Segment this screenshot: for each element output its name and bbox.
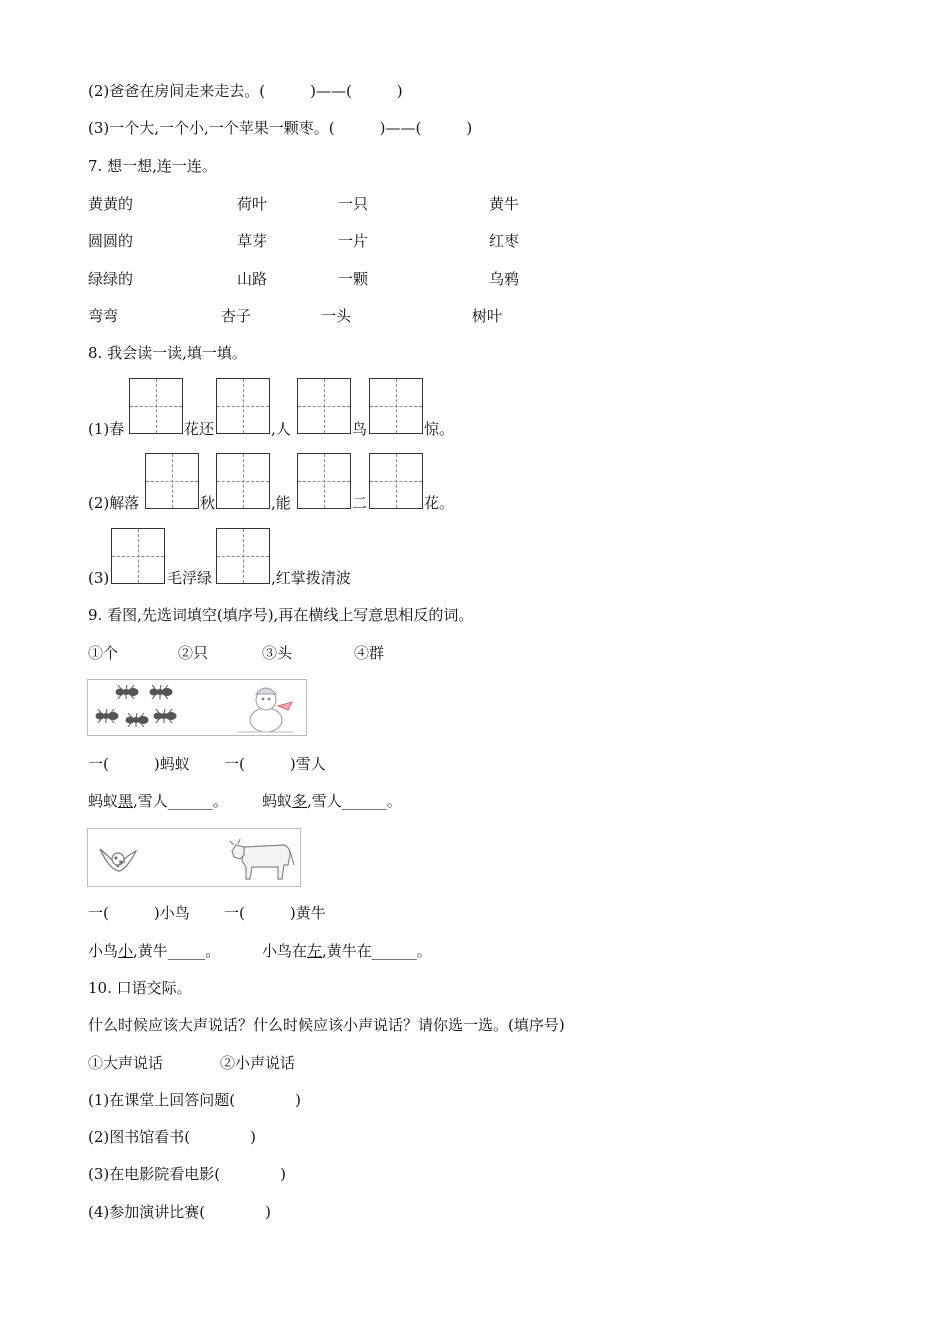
q10-item: (4)参加演讲比赛( ) — [88, 1203, 271, 1221]
q8-l2-text: 二 — [352, 494, 368, 512]
q7-word: 黄牛 — [489, 195, 520, 213]
q7-word: 黄黄的 — [88, 195, 134, 213]
bird-icon — [100, 849, 136, 871]
q10-option: ①大声说话 — [88, 1054, 164, 1072]
q8-l1-text: 鸟 — [352, 420, 368, 438]
q10-title: 10. 口语交际。 — [88, 979, 192, 997]
q6-item-3: (3)一个大,一个小,一个苹果一颗枣。( )——( ) — [88, 119, 473, 137]
q7-word: 乌鸦 — [489, 270, 520, 288]
q8-title: 8. 我会读一读,填一填。 — [88, 344, 247, 362]
q9-option: ①个 — [88, 644, 119, 662]
q7-word: 树叶 — [472, 307, 503, 325]
q10-item: (1)在课堂上回答问题( ) — [88, 1091, 301, 1109]
q8-l3-text: ,红掌拨清波 — [271, 569, 351, 587]
tianzige-box[interactable] — [369, 453, 423, 509]
q8-l2-text: ,能 — [271, 494, 291, 512]
q10-item: (2)图书馆看书( ) — [88, 1128, 256, 1146]
q9-option: ②只 — [178, 644, 209, 662]
q8-l1-text: (1)春 — [88, 420, 125, 438]
q8-l3-text: (3) — [88, 569, 110, 587]
tianzige-box[interactable] — [297, 378, 351, 434]
q7-word: 红枣 — [489, 232, 520, 250]
q9-antonym-2: 蚂蚁多,雪人______。 — [262, 792, 402, 810]
snowman-icon — [238, 688, 294, 732]
q8-l1-text: 花还 — [184, 420, 215, 438]
q9-fill-ant: 一( )蚂蚁 — [88, 755, 190, 773]
q7-word: 一头 — [321, 307, 352, 325]
ant-icon — [96, 685, 176, 727]
q10-item: (3)在电影院看电影( ) — [88, 1165, 286, 1183]
tianzige-box[interactable] — [145, 453, 199, 509]
q7-word: 草芽 — [237, 232, 268, 250]
q9-antonym-3: 小鸟小,黄牛_____。 — [88, 942, 221, 960]
q7-title: 7. 想一想,连一连。 — [88, 157, 217, 175]
q7-word: 圆圆的 — [88, 232, 134, 250]
tianzige-box[interactable] — [216, 378, 270, 434]
q10-option: ②小声说话 — [220, 1054, 296, 1072]
q9-fill-ox: 一( )黄牛 — [224, 904, 326, 922]
q9-option: ③头 — [262, 644, 293, 662]
q8-l1-text: 惊。 — [424, 420, 455, 438]
q9-title: 9. 看图,先选词填空(填序号),再在横线上写意思相反的词。 — [88, 606, 474, 624]
bird-ox-picture — [87, 828, 301, 887]
q8-l1-text: ,人 — [271, 420, 291, 438]
q7-word: 绿绿的 — [88, 270, 134, 288]
q9-antonym-4: 小鸟在左,黄牛在______。 — [262, 942, 432, 960]
q6-item-2: (2)爸爸在房间走来走去。( )——( ) — [88, 82, 403, 100]
q9-fill-snowman: 一( )雪人 — [224, 755, 326, 773]
q7-word: 山路 — [237, 270, 268, 288]
q9-option: ④群 — [354, 644, 385, 662]
q7-word: 一片 — [338, 232, 369, 250]
q8-l2-text: (2)解落 — [88, 494, 140, 512]
tianzige-box[interactable] — [216, 528, 270, 584]
q7-word: 一只 — [338, 195, 369, 213]
q7-word: 荷叶 — [237, 195, 268, 213]
q8-l2-text: 秋 — [200, 494, 216, 512]
tianzige-box[interactable] — [297, 453, 351, 509]
ox-icon — [230, 839, 294, 879]
tianzige-box[interactable] — [369, 378, 423, 434]
tianzige-box[interactable] — [216, 453, 270, 509]
q7-word: 杏子 — [221, 307, 252, 325]
ants-snowman-picture — [87, 679, 307, 736]
tianzige-box[interactable] — [111, 528, 165, 584]
q8-l2-text: 花。 — [424, 494, 455, 512]
tianzige-box[interactable] — [129, 378, 183, 434]
q9-antonym-1: 蚂蚁黑,雪人______。 — [88, 792, 228, 810]
q8-l3-text: 毛浮绿 — [167, 569, 213, 587]
q7-word: 弯弯 — [88, 307, 119, 325]
q7-word: 一颗 — [338, 270, 369, 288]
q10-question: 什么时候应该大声说话？什么时候应该小声说话？请你选一选。(填序号) — [88, 1016, 565, 1034]
q9-fill-bird: 一( )小鸟 — [88, 904, 190, 922]
